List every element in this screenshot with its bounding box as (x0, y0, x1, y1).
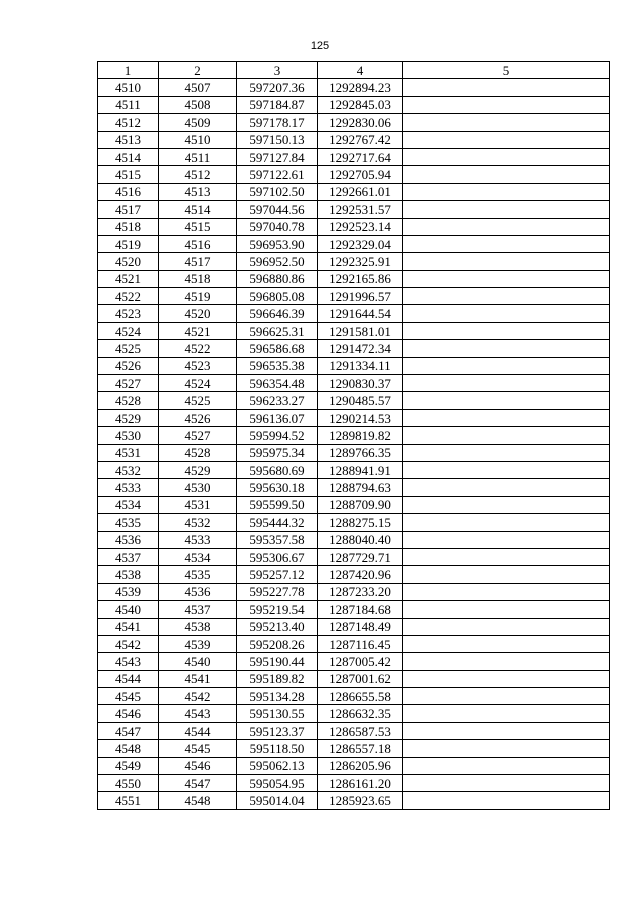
table-cell-col-2: 4509 (159, 114, 237, 131)
table-cell-col-4: 1288941.91 (318, 461, 403, 478)
table-cell-col-3: 597207.36 (237, 79, 318, 96)
table-cell-col-3: 595630.18 (237, 479, 318, 496)
table-cell-col-2: 4514 (159, 201, 237, 218)
table-cell-col-4: 1287184.68 (318, 601, 403, 618)
table-row (98, 775, 610, 792)
table-cell-col-5 (403, 653, 610, 670)
table-cell-col-1: 4526 (98, 357, 159, 374)
table-cell-col-4: 1292845.03 (318, 96, 403, 113)
table-row (98, 270, 610, 287)
table-row (98, 114, 610, 131)
table-row (98, 531, 610, 548)
table-cell-col-1: 4510 (98, 79, 159, 96)
table-row (98, 757, 610, 774)
table-cell-col-4: 1289766.35 (318, 444, 403, 461)
table-cell-col-2: 4510 (159, 131, 237, 148)
column-header-1: 1 (98, 62, 159, 79)
table-cell-col-3: 595190.44 (237, 653, 318, 670)
table-cell-col-5 (403, 96, 610, 113)
table-cell-col-1: 4545 (98, 688, 159, 705)
table-cell-col-5 (403, 688, 610, 705)
table-row (98, 601, 610, 618)
table-cell-col-4: 1292531.57 (318, 201, 403, 218)
table-row (98, 392, 610, 409)
table-cell-col-4: 1286557.18 (318, 740, 403, 757)
table-cell-col-5 (403, 235, 610, 252)
table-cell-col-3: 595257.12 (237, 566, 318, 583)
table-cell-col-1: 4524 (98, 322, 159, 339)
table-cell-col-1: 4527 (98, 375, 159, 392)
table-cell-col-1: 4551 (98, 792, 159, 809)
table-cell-col-3: 595444.32 (237, 514, 318, 531)
table-cell-col-1: 4522 (98, 288, 159, 305)
table-cell-col-4: 1287005.42 (318, 653, 403, 670)
table-cell-col-1: 4529 (98, 409, 159, 426)
table-cell-col-1: 4536 (98, 531, 159, 548)
table-row (98, 79, 610, 96)
table-cell-col-1: 4521 (98, 270, 159, 287)
table-cell-col-3: 595219.54 (237, 601, 318, 618)
table-cell-col-4: 1291472.34 (318, 340, 403, 357)
table-cell-col-3: 597184.87 (237, 96, 318, 113)
table-cell-col-2: 4521 (159, 322, 237, 339)
table-cell-col-3: 595599.50 (237, 496, 318, 513)
table-cell-col-3: 596805.08 (237, 288, 318, 305)
table-cell-col-4: 1292523.14 (318, 218, 403, 235)
table-cell-col-4: 1288709.90 (318, 496, 403, 513)
table-row (98, 670, 610, 687)
table-cell-col-4: 1292894.23 (318, 79, 403, 96)
table-cell-col-3: 595208.26 (237, 635, 318, 652)
table-cell-col-5 (403, 357, 610, 374)
table-cell-col-5 (403, 635, 610, 652)
table-cell-col-1: 4523 (98, 305, 159, 322)
table-cell-col-2: 4548 (159, 792, 237, 809)
table-cell-col-4: 1292705.94 (318, 166, 403, 183)
table-row (98, 148, 610, 165)
table-cell-col-1: 4544 (98, 670, 159, 687)
table-cell-col-5 (403, 340, 610, 357)
column-header-2: 2 (159, 62, 237, 79)
table-cell-col-5 (403, 392, 610, 409)
table-cell-col-5 (403, 618, 610, 635)
table-cell-col-1: 4546 (98, 705, 159, 722)
table-cell-col-2: 4547 (159, 775, 237, 792)
table-cell-col-5 (403, 740, 610, 757)
table-cell-col-3: 596233.27 (237, 392, 318, 409)
table-cell-col-4: 1285923.65 (318, 792, 403, 809)
table-cell-col-1: 4511 (98, 96, 159, 113)
table-cell-col-3: 596535.38 (237, 357, 318, 374)
table-cell-col-4: 1286655.58 (318, 688, 403, 705)
table-cell-col-5 (403, 705, 610, 722)
table-cell-col-5 (403, 775, 610, 792)
table-cell-col-3: 597127.84 (237, 148, 318, 165)
table-cell-col-1: 4549 (98, 757, 159, 774)
table-cell-col-3: 595118.50 (237, 740, 318, 757)
table-cell-col-4: 1286205.96 (318, 757, 403, 774)
column-header-4: 4 (318, 62, 403, 79)
table-cell-col-2: 4526 (159, 409, 237, 426)
table-cell-col-4: 1287420.96 (318, 566, 403, 583)
table-cell-col-5 (403, 114, 610, 131)
table-row (98, 166, 610, 183)
table-row (98, 548, 610, 565)
table-cell-col-4: 1290830.37 (318, 375, 403, 392)
table-cell-col-1: 4528 (98, 392, 159, 409)
table-cell-col-1: 4513 (98, 131, 159, 148)
table-cell-col-4: 1292661.01 (318, 183, 403, 200)
table-cell-col-3: 595994.52 (237, 427, 318, 444)
table-cell-col-3: 595062.13 (237, 757, 318, 774)
table-cell-col-5 (403, 461, 610, 478)
table-cell-col-5 (403, 375, 610, 392)
table-cell-col-4: 1291581.01 (318, 322, 403, 339)
table-cell-col-2: 4523 (159, 357, 237, 374)
table-cell-col-1: 4520 (98, 253, 159, 270)
table-cell-col-3: 595014.04 (237, 792, 318, 809)
table-cell-col-3: 595130.55 (237, 705, 318, 722)
table-cell-col-5 (403, 583, 610, 600)
table-cell-col-1: 4515 (98, 166, 159, 183)
table-cell-col-1: 4541 (98, 618, 159, 635)
table-cell-col-4: 1292165.86 (318, 270, 403, 287)
table-row (98, 566, 610, 583)
table-cell-col-5 (403, 670, 610, 687)
table-cell-col-4: 1287729.71 (318, 548, 403, 565)
table-cell-col-4: 1290485.57 (318, 392, 403, 409)
table-cell-col-2: 4518 (159, 270, 237, 287)
table-cell-col-4: 1288275.15 (318, 514, 403, 531)
table-cell-col-2: 4517 (159, 253, 237, 270)
table-cell-col-1: 4514 (98, 148, 159, 165)
table-cell-col-1: 4518 (98, 218, 159, 235)
table-cell-col-2: 4516 (159, 235, 237, 252)
table-row (98, 183, 610, 200)
table-cell-col-4: 1288040.40 (318, 531, 403, 548)
table-cell-col-2: 4533 (159, 531, 237, 548)
table-cell-col-1: 4534 (98, 496, 159, 513)
table-header-row (98, 62, 610, 79)
table-cell-col-4: 1291996.57 (318, 288, 403, 305)
table-cell-col-2: 4544 (159, 722, 237, 739)
table-row (98, 201, 610, 218)
table-cell-col-5 (403, 479, 610, 496)
table-cell-col-2: 4522 (159, 340, 237, 357)
table-cell-col-2: 4545 (159, 740, 237, 757)
table-cell-col-2: 4515 (159, 218, 237, 235)
table-cell-col-1: 4540 (98, 601, 159, 618)
table-cell-col-5 (403, 496, 610, 513)
table-cell-col-1: 4550 (98, 775, 159, 792)
table-cell-col-4: 1292325.91 (318, 253, 403, 270)
column-header-5: 5 (403, 62, 610, 79)
table-cell-col-2: 4542 (159, 688, 237, 705)
column-header-3: 3 (237, 62, 318, 79)
table-cell-col-4: 1290214.53 (318, 409, 403, 426)
table-row (98, 235, 610, 252)
table-row (98, 792, 610, 809)
table-cell-col-3: 595054.95 (237, 775, 318, 792)
table-cell-col-1: 4533 (98, 479, 159, 496)
table-cell-col-2: 4519 (159, 288, 237, 305)
table-cell-col-1: 4512 (98, 114, 159, 131)
table-cell-col-4: 1292329.04 (318, 235, 403, 252)
table-cell-col-4: 1286161.20 (318, 775, 403, 792)
table-cell-col-2: 4529 (159, 461, 237, 478)
table-cell-col-1: 4525 (98, 340, 159, 357)
table-cell-col-5 (403, 288, 610, 305)
table-cell-col-1: 4547 (98, 722, 159, 739)
table-row (98, 375, 610, 392)
table-cell-col-3: 595227.78 (237, 583, 318, 600)
table-cell-col-2: 4534 (159, 548, 237, 565)
table-cell-col-2: 4527 (159, 427, 237, 444)
table-cell-col-2: 4546 (159, 757, 237, 774)
table-cell-col-5 (403, 722, 610, 739)
table-cell-col-3: 595123.37 (237, 722, 318, 739)
table-cell-col-3: 597044.56 (237, 201, 318, 218)
table-cell-col-3: 595357.58 (237, 531, 318, 548)
table-cell-col-4: 1291644.54 (318, 305, 403, 322)
table-cell-col-1: 4537 (98, 548, 159, 565)
table-cell-col-3: 596952.50 (237, 253, 318, 270)
table-cell-col-3: 595975.34 (237, 444, 318, 461)
table-cell-col-3: 596880.86 (237, 270, 318, 287)
table-cell-col-3: 595189.82 (237, 670, 318, 687)
table-cell-col-2: 4524 (159, 375, 237, 392)
table-row (98, 409, 610, 426)
table-cell-col-3: 597150.13 (237, 131, 318, 148)
table-cell-col-3: 597122.61 (237, 166, 318, 183)
table-cell-col-1: 4548 (98, 740, 159, 757)
table-row (98, 496, 610, 513)
table-cell-col-5 (403, 409, 610, 426)
table-cell-col-3: 596646.39 (237, 305, 318, 322)
table-cell-col-5 (403, 131, 610, 148)
table-cell-col-4: 1289819.82 (318, 427, 403, 444)
table-cell-col-2: 4513 (159, 183, 237, 200)
table-cell-col-1: 4535 (98, 514, 159, 531)
table-cell-col-4: 1287148.49 (318, 618, 403, 635)
table-cell-col-2: 4525 (159, 392, 237, 409)
table-cell-col-5 (403, 548, 610, 565)
table-row (98, 583, 610, 600)
table-cell-col-1: 4519 (98, 235, 159, 252)
table-row (98, 322, 610, 339)
table-cell-col-1: 4516 (98, 183, 159, 200)
table-cell-col-5 (403, 322, 610, 339)
table-cell-col-2: 4512 (159, 166, 237, 183)
table-row (98, 514, 610, 531)
table-row (98, 96, 610, 113)
table-row (98, 305, 610, 322)
table-row (98, 288, 610, 305)
table-row (98, 253, 610, 270)
table-cell-col-5 (403, 79, 610, 96)
table-cell-col-5 (403, 201, 610, 218)
table-cell-col-5 (403, 166, 610, 183)
table-cell-col-2: 4511 (159, 148, 237, 165)
table-cell-col-5 (403, 183, 610, 200)
table-cell-col-5 (403, 792, 610, 809)
table-cell-col-4: 1286632.35 (318, 705, 403, 722)
table-cell-col-3: 597178.17 (237, 114, 318, 131)
table-row (98, 444, 610, 461)
table-cell-col-5 (403, 253, 610, 270)
table-cell-col-5 (403, 270, 610, 287)
table-row (98, 479, 610, 496)
table-cell-col-5 (403, 531, 610, 548)
table-cell-col-5 (403, 444, 610, 461)
table-row (98, 740, 610, 757)
table-cell-col-3: 596953.90 (237, 235, 318, 252)
table-cell-col-4: 1292717.64 (318, 148, 403, 165)
table-cell-col-1: 4538 (98, 566, 159, 583)
table-cell-col-2: 4508 (159, 96, 237, 113)
table-cell-col-2: 4531 (159, 496, 237, 513)
table-cell-col-2: 4520 (159, 305, 237, 322)
table-cell-col-4: 1288794.63 (318, 479, 403, 496)
table-cell-col-4: 1287116.45 (318, 635, 403, 652)
table-row (98, 653, 610, 670)
table-cell-col-2: 4535 (159, 566, 237, 583)
table-cell-col-5 (403, 148, 610, 165)
table-cell-col-4: 1286587.53 (318, 722, 403, 739)
table-cell-col-3: 596625.31 (237, 322, 318, 339)
table-cell-col-2: 4539 (159, 635, 237, 652)
table-cell-col-2: 4532 (159, 514, 237, 531)
table-row (98, 688, 610, 705)
table-row (98, 340, 610, 357)
table-cell-col-2: 4528 (159, 444, 237, 461)
table-cell-col-1: 4532 (98, 461, 159, 478)
table-row (98, 357, 610, 374)
table-cell-col-1: 4543 (98, 653, 159, 670)
table-row (98, 635, 610, 652)
coordinates-table (97, 61, 610, 810)
table-cell-col-1: 4539 (98, 583, 159, 600)
table-cell-col-3: 596354.48 (237, 375, 318, 392)
table-cell-col-5 (403, 514, 610, 531)
table-cell-col-3: 596586.68 (237, 340, 318, 357)
table-row (98, 461, 610, 478)
table-cell-col-1: 4531 (98, 444, 159, 461)
table-cell-col-1: 4530 (98, 427, 159, 444)
table-cell-col-2: 4536 (159, 583, 237, 600)
table-row (98, 131, 610, 148)
table-body (98, 79, 610, 809)
table-cell-col-4: 1292830.06 (318, 114, 403, 131)
table-cell-col-2: 4541 (159, 670, 237, 687)
table-cell-col-2: 4537 (159, 601, 237, 618)
table-cell-col-3: 596136.07 (237, 409, 318, 426)
table-cell-col-2: 4530 (159, 479, 237, 496)
table-cell-col-1: 4542 (98, 635, 159, 652)
table-cell-col-4: 1292767.42 (318, 131, 403, 148)
table-cell-col-5 (403, 566, 610, 583)
table-cell-col-3: 595134.28 (237, 688, 318, 705)
table-cell-col-3: 595680.69 (237, 461, 318, 478)
table-cell-col-5 (403, 601, 610, 618)
table-cell-col-5 (403, 427, 610, 444)
table-cell-col-5 (403, 218, 610, 235)
table-row (98, 218, 610, 235)
table-row (98, 427, 610, 444)
table-cell-col-2: 4507 (159, 79, 237, 96)
table-cell-col-2: 4538 (159, 618, 237, 635)
table-cell-col-5 (403, 757, 610, 774)
table-cell-col-3: 595306.67 (237, 548, 318, 565)
table-row (98, 618, 610, 635)
table-cell-col-3: 597040.78 (237, 218, 318, 235)
table-cell-col-3: 595213.40 (237, 618, 318, 635)
table-cell-col-2: 4540 (159, 653, 237, 670)
table-row (98, 722, 610, 739)
table-cell-col-4: 1291334.11 (318, 357, 403, 374)
table-cell-col-4: 1287001.62 (318, 670, 403, 687)
table-cell-col-2: 4543 (159, 705, 237, 722)
table-cell-col-1: 4517 (98, 201, 159, 218)
table-cell-col-3: 597102.50 (237, 183, 318, 200)
table-cell-col-4: 1287233.20 (318, 583, 403, 600)
table-row (98, 705, 610, 722)
table-cell-col-5 (403, 305, 610, 322)
page-number: 125 (310, 40, 330, 52)
